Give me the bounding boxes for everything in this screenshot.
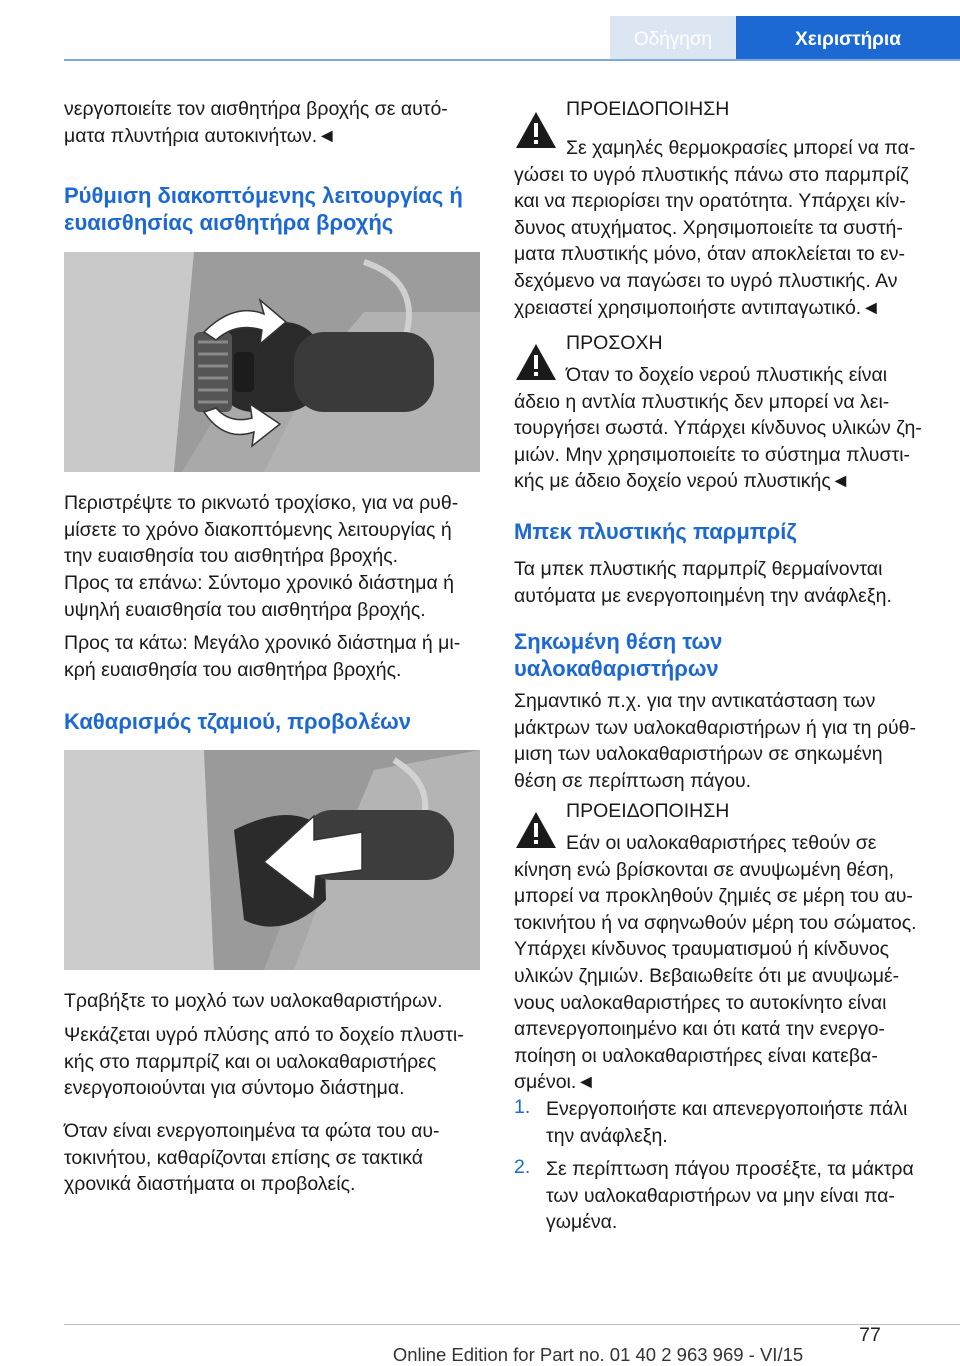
warning-title-1: ΠΡΟΕΙΔΟΠΟΙΗΣΗ — [566, 98, 730, 120]
list-number-2: 2. — [514, 1156, 531, 1178]
para-rotate-wheel: Περιστρέψτε το ρικνωτό τροχίσκο, για να ρυθ- μίσετε το χρόνο διακοπτόμενης λειτουργίας ή την ευαισθησία του αισθητήρα βροχής. — [64, 492, 459, 568]
para-washer-fluid: Ψεκάζεται υγρό πλύσης από το δοχείο πλυστι- κής στο παρμπρίζ και οι υαλοκαθαριστήρες ενεργοποιούνται για σύντομο διάστημα. — [64, 1024, 464, 1100]
para-downwards: Προς τα κάτω: Μεγάλο χρονικό διάστημα ή μι- κρή ευαισθησία του αισθητήρα βροχής. — [64, 632, 461, 681]
para-pull-lever: Τραβήξτε το μοχλό των υαλοκαθαριστήρων. — [64, 990, 443, 1012]
warning-body-1: Σε χαμηλές θερμοκρασίες μπορεί να πα- γώσει το υγρό πλυστικής πάνω στο παρμπρίζ και να περιορίσει την ορατότητα. Υπάρχει κίν- δυνος ατυχήματος. Χρησιμοποιείτε τα συστή- ματα πλυστικής μόνο, όταν αποκλείεται το εν- δεχόμενο να παγώσει το υγρό πλυστικής. Αν χρειαστεί χρησιμοποιήστε αντιπαγωτικό.◄ — [514, 137, 916, 319]
left-intro: νεργοποιείτε τον αισθητήρα βροχής σε αυτό- ματα πλυντήρια αυτοκινήτων.◄ — [64, 98, 448, 147]
rotary-wheel-photo — [64, 252, 480, 472]
para-washer-jets: Τα μπεκ πλυστικής παρμπρίζ θερμαίνονται αυτόματα με ενεργοποιημένη την ανάφλεξη. — [514, 558, 892, 607]
list-number-1: 1. — [514, 1096, 531, 1118]
page-number: 77 — [859, 1324, 881, 1346]
warning-title-2: ΠΡΟΕΙΔΟΠΟΙΗΣΗ — [566, 800, 730, 822]
list-item-2: Σε περίπτωση πάγου προσέξτε, τα μάκτρα των υαλοκαθαριστήρων να μην είναι πα- γωμένα. — [546, 1158, 914, 1234]
warning-body-2: Εάν οι υαλοκαθαριστήρες τεθούν σε κίνηση ενώ βρίσκονται σε ανυψωμένη θέση, μπορεί να προκληθούν ζημιές σε μέρη του αυ- τοκινήτου ή να σφηνωθούν μέρη του σώματος. Υπάρχει κίνδυνος τραυματισμού ή κίνδυνος υλικών ζημιών. Βεβαιωθείτε ότι με ανυψωμέ- νους υαλοκαθαριστήρες το αυτοκίνητο είναι απενεργοποιημένο και ότι κατά την ενεργο- ποίηση οι υαλοκαθαριστήρες είναι κατεβα- σμένοι.◄ — [514, 832, 917, 1094]
header-tab-driving-label: Οδήγηση — [633, 29, 713, 50]
list-item-1: Ενεργοποιήστε και απενεργοποιήστε πάλι την ανάφλεξη. — [546, 1098, 908, 1147]
footer-edition: Online Edition for Part no. 01 40 2 963 969 - VI/15 — [392, 1344, 804, 1365]
para-upwards: Προς τα επάνω: Σύντομο χρονικό διάστημα ή υψηλή ευαισθησία του αισθητήρα βροχής. — [64, 572, 454, 621]
caution-title: ΠΡΟΣΟΧΗ — [566, 332, 663, 354]
para-headlights: Όταν είναι ενεργοποιημένα τα φώτα του αυ- τοκινήτου, καθαρίζονται επίσης σε τακτικά χρονικά διαστήματα οι προβολείς. — [64, 1120, 440, 1196]
header-divider — [64, 59, 960, 61]
heading-washing: Καθαρισμός τζαμιού, προβολέων — [64, 709, 411, 734]
heading-washer-jets: Μπεκ πλυστικής παρμπρίζ — [514, 519, 797, 544]
wiper-lever-photo — [64, 750, 480, 970]
caution-body: Όταν το δοχείο νερού πλυστικής είναι άδειο η αντλία πλυστικής δεν μπορεί να λει- τουργήσει σωστά. Υπάρχει κίνδυνος υλικών ζη- μιών. Μην χρησιμοποιείτε το σύστημα πλυστι- κής με άδειο δοχείο νερού πλυστικής◄ — [514, 364, 922, 493]
footer-divider — [64, 1324, 960, 1325]
para-raised-wipers: Σημαντικό π.χ. για την αντικατάσταση των μάκτρων των υαλοκαθαριστήρων ή για τη ρύθ- μιση των υαλοκαθαριστήρων σε σηκωμένη θέση σε περίπτωση πάγου. — [514, 690, 916, 792]
heading-intermittent-sensitivity: Ρύθμιση διακοπτόμενης λειτουργίας ή ευαισθησίας αισθητήρα βροχής — [64, 183, 463, 235]
heading-raised-wipers: Σηκωμένη θέση των υαλοκαθαριστήρων — [514, 629, 723, 681]
header-tab-controls-label: Χειριστήρια — [795, 29, 901, 50]
